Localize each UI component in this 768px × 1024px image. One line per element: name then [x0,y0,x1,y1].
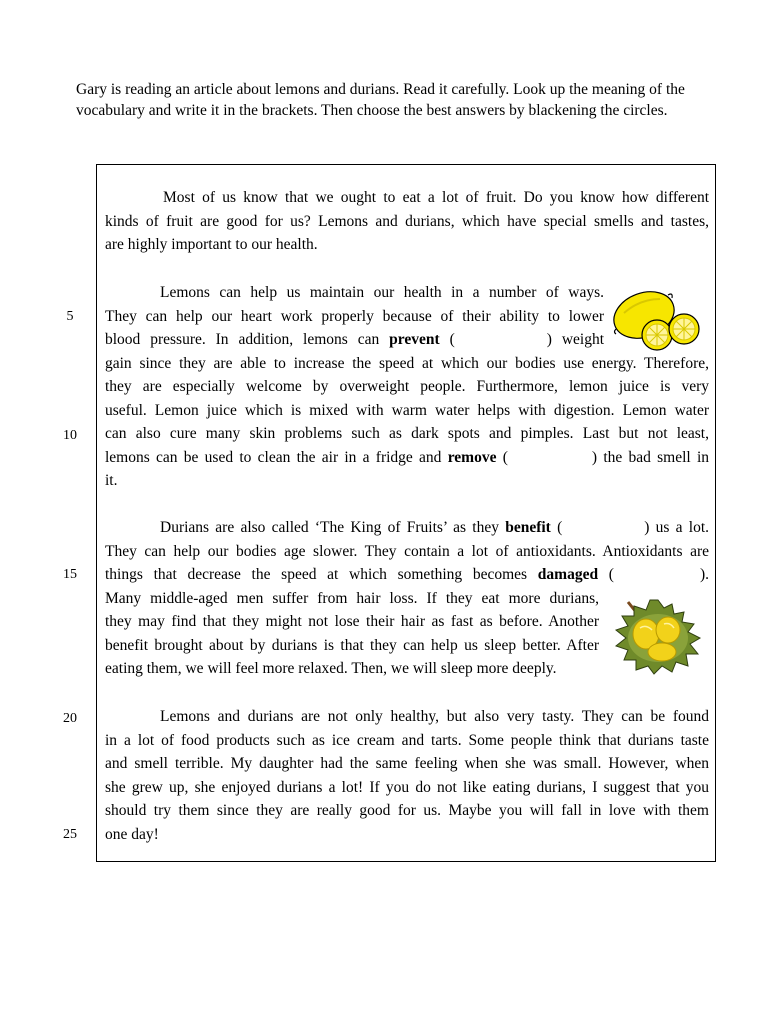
paragraph-intro [105,186,709,257]
line-number-20: 20 [63,711,77,726]
text-segment: lemons can be used to clean the air in a fridge and [105,448,442,466]
text-line: can also cure many skin problems such as dark spots and pimples. Last but not least, [105,425,709,442]
text-line: are highly important to our health. [105,236,318,253]
text-segment: things that decrease the speed at which something becomes [105,566,528,583]
vocab-remove: remove [447,448,497,466]
vocab-damaged: damaged [537,566,599,583]
durian-illustration [610,596,706,676]
paragraph-conclusion [105,705,709,846]
text-line: one day! [105,825,159,843]
text-line: Most of us know that we ought to eat a lot of fruit. Do you know how different [163,189,709,206]
text-line: Lemons can help us maintain our health in a number of ways. [160,284,604,301]
text-line: They can help our bodies age slower. They contain a lot of antioxidants. Antioxidants are [105,542,709,560]
line-number-15: 15 [63,567,77,582]
text-line: Many middle-aged men suffer from hair loss. If they eat more durians, [105,589,599,607]
text-segment: the bad smell in [603,448,710,466]
vocab-prevent: prevent [389,331,440,348]
text-segment: Durians are also called ‘The King of Fruits’ as they [160,519,499,536]
text-line: benefit brought about by durians is that they can help us sleep better. After [105,636,599,654]
line-number-25: 25 [63,827,77,842]
text-line: should try them since they are really good for us. Maybe you will fall in love with them [105,802,709,819]
text-line: eating them, we will feel more relaxed. Then, we will sleep more deeply. [105,660,557,677]
text-line: kinds of fruit are good for us? Lemons and durians, which have special smells and tastes, [105,212,709,230]
text-line: things that decrease the speed at which something becomes damaged ( ). [105,566,709,583]
text-line: lemons can be used to clean the air in a fridge and remove ( ) the bad smell in [105,448,710,466]
text-line: it. [105,472,118,489]
text-line: and smell terrible. My daughter had the same feeling when she was small. However, when [105,755,709,772]
instructions: Gary is reading an article about lemons and durians. Read it carefully. Look up the meaning of the vocabulary and write it in the brackets. Then choose the best answers by blackening the circles. [76,81,685,119]
text-segment: weight [561,331,604,348]
vocab-benefit: benefit [505,519,551,536]
text-line: they are especially welcome by overweight people. Furthermore, lemon juice is very [105,378,709,395]
text-segment: us a lot. [655,519,709,536]
text-line: Durians are also called ‘The King of Fruits’ as they benefit ( ) us a lot. [160,519,709,536]
lemon-illustration [610,285,702,353]
text-line: Lemons and durians are not only healthy, but also very tasty. They can be found [160,708,709,725]
line-number-10: 10 [63,428,77,443]
text-line: useful. Lemon juice which is mixed with warm water helps with digestion. Lemon water [105,401,709,419]
text-line: blood pressure. In addition, lemons can prevent ( ) weight [105,331,604,348]
text-line: they may find that they might not lose their hair as fast as before. Another [105,613,599,630]
text-line: she grew up, she enjoyed durians a lot! If you do not like eating durians, I suggest that you [105,778,709,796]
text-line: gain since they are able to increase the speed at which our bodies use energy. Therefore, [105,354,709,372]
text-line: They can help our heart work properly because of their ability to lower [105,307,604,325]
line-number-5: 5 [66,309,74,324]
text-segment: blood pressure. In addition, lemons can [105,331,380,348]
text-segment: . [705,566,709,583]
text-line: in a lot of food products such as ice cream and tarts. Some people think that durians taste [105,731,709,749]
